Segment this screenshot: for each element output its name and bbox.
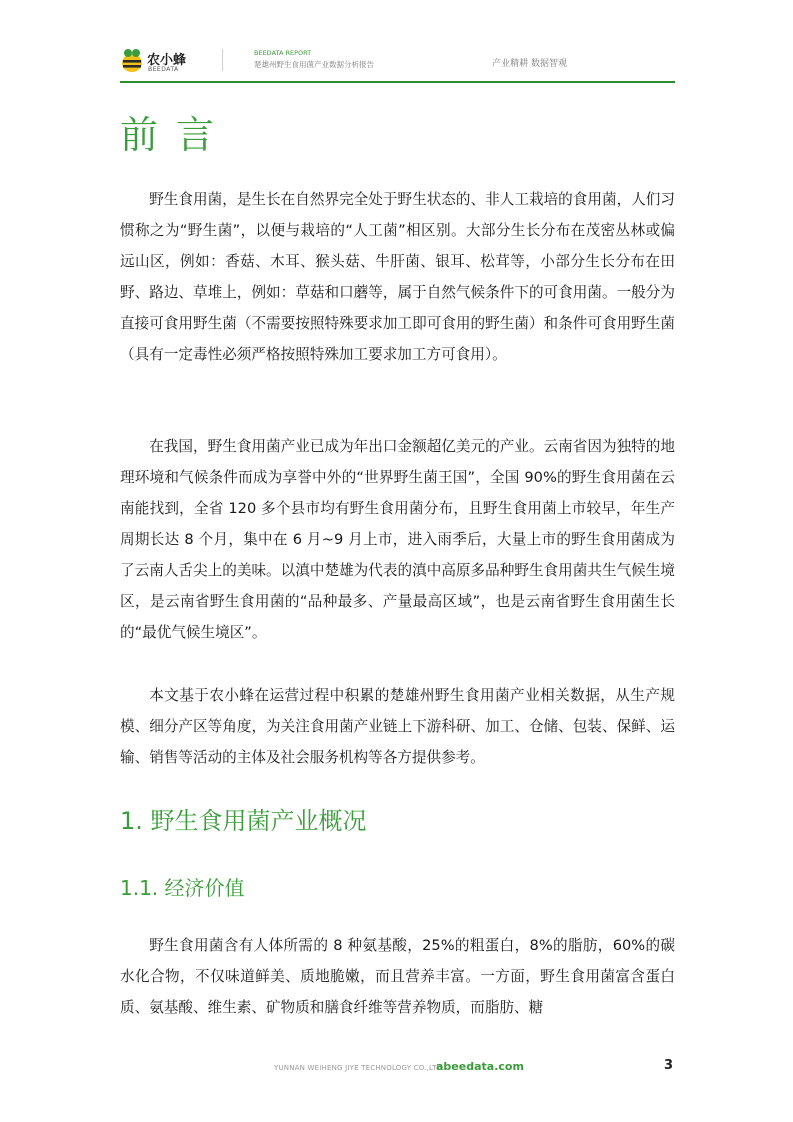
page-footer [0,1058,793,1078]
header-divider [222,49,223,71]
logo-chinese-name: 农小蜂 [147,53,187,68]
footer-company: YUNNAN WEIHENG JIYE TECHNOLOGY CO.,LTD. [274,1064,445,1072]
page-title: 前言 [120,113,233,157]
logo-english-name: BEEDATA [148,66,179,73]
brand-logo [120,48,220,78]
header-slogan: 产业精耕 数据智观 [492,59,567,69]
intro-paragraph-3: 本文基于农小蜂在运营过程中积累的楚雄州野生食用菌产业相关数据，从生产规模、细分产区等角度，为关注食用菌产业链上下游科研、加工、仓储、包装、保鲜、运输、销售等活动的主体及社会服务机构等各方提供参考。 [120,687,675,766]
intro-paragraph-2: 在我国，野生食用菌产业已成为年出口金额超亿美元的产业。云南省因为独特的地理环境和气候条件而成为享誉中外的“世界野生菌王国”，全国 90%的野生食用菌在云南能找到，全省 120 多个县市均有野生食用菌分布，且野生食用菌上市较早，年生产周期长达 8 个月，集中在 6 月~9 月上市，进入雨季后，大量上市的野生食用菌成为了云南人舌尖上的美味。以滇中楚雄为代表的滇中高原多品种野生食用菌共生气候生境区，是云南省野生食用菌的“品种最多、产量最高区域”，也是云南省野生食用菌生长的“最优气候生境区”。 [120,438,675,641]
header-rule [120,81,675,83]
report-title: 楚雄州野生食用菌产业数据分析报告 [254,60,374,69]
section-heading: 1. 野生食用菌产业概况 [120,807,367,835]
section-paragraph: 野生食用菌含有人体所需的 8 种氨基酸，25%的粗蛋白，8%的脂肪，60%的碳水化合物，不仅味道鲜美、质地脆嫩，而且营养丰富。一方面，野生食用菌富含蛋白质、氨基酸、维生素、矿物质和膳食纤维等营养物质，而脂肪、糖 [120,937,675,1016]
bee-logo-icon [120,48,144,74]
page-header [120,44,675,84]
intro-paragraph-1: 野生食用菌，是生长在自然界完全处于野生状态的、非人工栽培的食用菌，人们习惯称之为“野生菌”，以便与栽培的“人工菌”相区别。大部分生长分布在茂密丛林或偏远山区，例如：香菇、木耳、猴头菇、牛肝菌、银耳、松茸等，小部分生长分布在田野、路边、草堆上，例如：草菇和口蘑等，属于自然气候条件下的可食用菌。一般分为直接可食用野生菌（不需要按照特殊要求加工即可食用的野生菌）和条件可食用野生菌（具有一定毒性必须严格按照特殊加工要求加工方可食用）。 [120,191,675,363]
page-number: 3 [664,1058,674,1073]
subsection-heading: 1.1. 经济价值 [120,876,245,900]
footer-domain-link[interactable]: abeedata.com [436,1060,524,1073]
report-series-label: BEEDATA REPORT [254,49,312,57]
